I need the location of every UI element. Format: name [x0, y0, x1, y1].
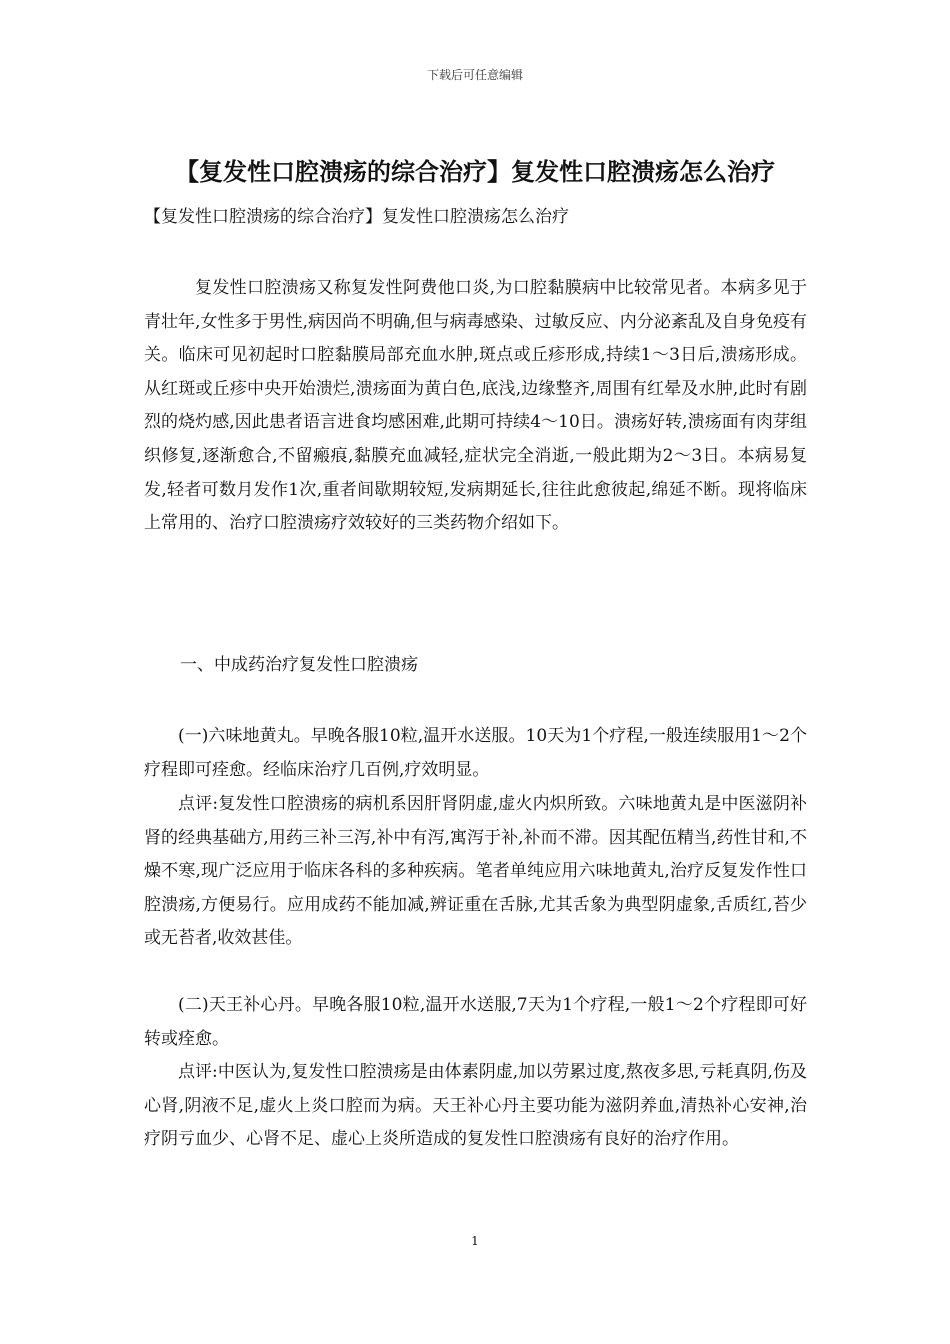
document-title: 【复发性口腔溃疡的综合治疗】复发性口腔溃疡怎么治疗 [175, 158, 775, 186]
comment-2-paragraph: 点评:中医认为,复发性口腔溃疡是由体素阴虚,加以劳累过度,熬夜多思,亏耗真阴,伤及心肾,阴液不足,虚火上炎口腔而为病。天王补心丹主要功能为滋阴养血,清热补心安神,治疗阴亏血少、心肾不足、虚心上炎所造成的复发性口腔溃疡有良好的治疗作用。 [144, 1062, 807, 1150]
comment-1-paragraph: 点评:复发性口腔溃疡的病机系因肝肾阴虚,虚火内炽所致。六味地黄丸是中医滋阴补肾的经典基础方,用药三补三泻,补中有泻,寓泻于补,补而不滞。因其配伍精当,药性甘和,不燥不寒,现广泛应用于临床各科的多种疾病。笔者单纯应用六味地黄丸,治疗反复发作性口腔溃疡,方便易行。应用成药不能加减,辨证重在舌脉,尤其舌象为典型阴虚象,舌质红,苔少或无苔者,收效甚佳。 [144, 794, 807, 949]
document-subtitle: 【复发性口腔溃疡的综合治疗】复发性口腔溃疡怎么治疗 [144, 207, 569, 227]
section-heading: 一、中成药治疗复发性口腔溃疡 [180, 655, 418, 675]
header-note: 下载后可任意编辑 [426, 68, 523, 82]
item-1-paragraph: (一)六味地黄丸。早晚各服10粒,温开水送服。10天为1个疗程,一般连续服用1～2个疗程即可痊愈。经临床治疗几百例,疗效明显。 [144, 726, 807, 780]
item-2-paragraph: (二)天王补心丹。早晚各服10粒,温开水送服,7天为1个疗程,一般1～2个疗程即可好转或痊愈。 [144, 995, 807, 1049]
page-number: 1 [471, 1234, 479, 1248]
intro-paragraph: 复发性口腔溃疡又称复发性阿费他口炎,为口腔黏膜病中比较常见者。本病多见于青壮年,女性多于男性,病因尚不明确,但与病毒感染、过敏反应、内分泌紊乱及自身免疫有关。临床可见初起时口腔黏膜局部充血水肿,斑点或丘疹形成,持续1～3日后,溃疡形成。从红斑或丘疹中央开始溃烂,溃疡面为黄白色,底浅,边缘整齐,周围有红晕及水肿,此时有剧烈的烧灼感,因此患者语言进食均感困难,此期可持续4～10日。溃疡好转,溃疡面有肉芽组织修复,逐渐愈合,不留瘢痕,黏膜充血减轻,症状完全消逝,一般此期为2～3日。本病易复发,轻者可数月发作1次,重者间歇期较短,发病期延长,往往此愈彼起,绵延不断。现将临床上常用的、治疗口腔溃疡疗效较好的三类药物介绍如下。 [144, 278, 807, 534]
